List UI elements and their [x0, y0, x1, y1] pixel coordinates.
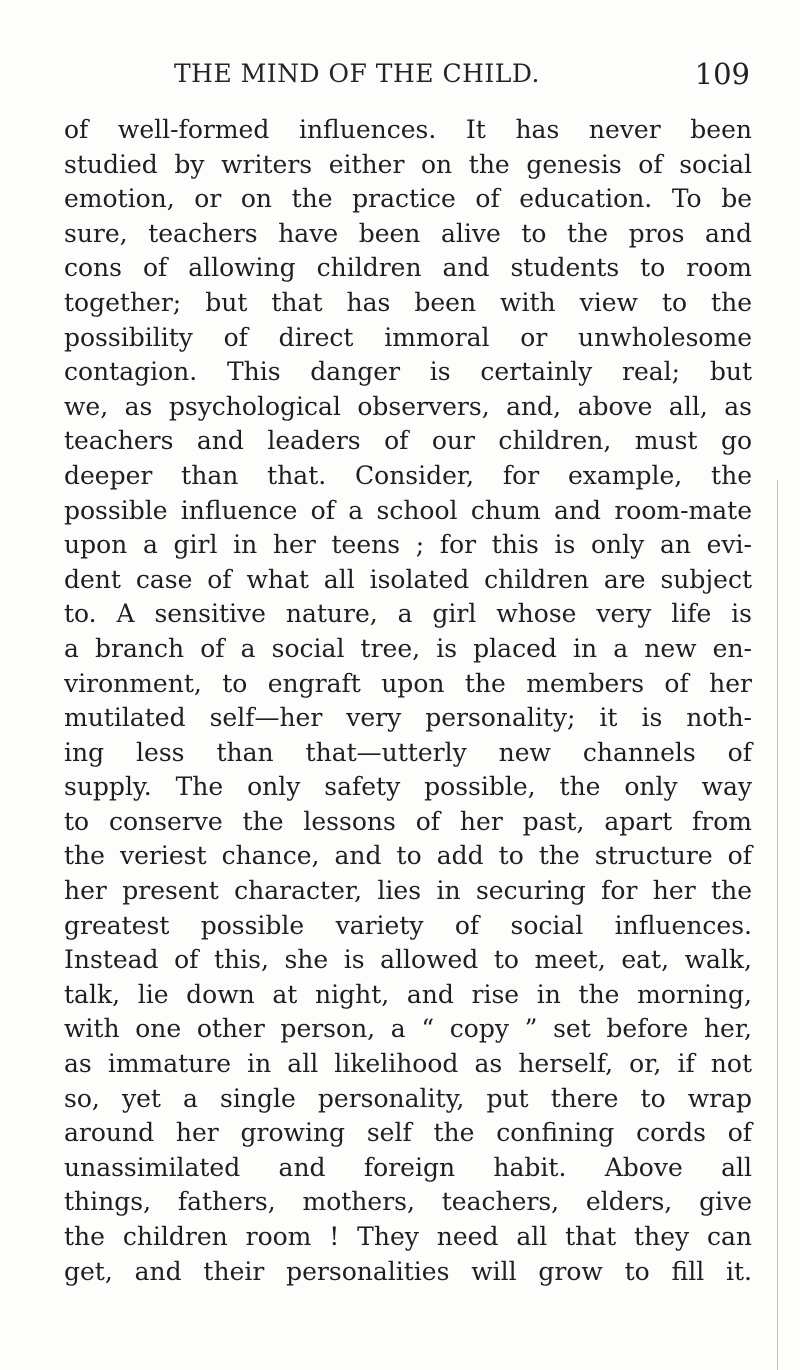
running-head: THE MIND OF THE CHILD. — [174, 59, 540, 88]
text-line: cons of allowing children and students to room — [64, 253, 752, 283]
text-line: the children room ! They need all that they can — [64, 1222, 752, 1251]
text-line: mutilated self—her very personality; it is noth- — [64, 703, 752, 733]
text-line: to. A sensitive nature, a girl whose very life is — [64, 599, 752, 629]
page-header — [64, 59, 750, 99]
body-text — [64, 113, 752, 1289]
text-line: contagion. This danger is certainly real; but — [64, 357, 752, 387]
text-line: the veriest chance, and to add to the structure of — [64, 841, 752, 871]
text-line: we, as psychological observers, and, above all, as — [64, 391, 752, 421]
text-line: dent case of what all isolated children are subject — [64, 564, 752, 594]
text-line: so, yet a single personality, put there to wrap — [64, 1083, 752, 1113]
text-line: around her growing self the confining cords of — [64, 1118, 752, 1148]
text-line: deeper than that. Consider, for example, the — [64, 460, 752, 490]
text-line: emotion, or on the practice of education. To be — [64, 184, 752, 214]
text-line: Instead of this, she is allowed to meet, eat, walk, — [64, 945, 752, 975]
text-line: possibility of direct immoral or unwholesome — [64, 322, 752, 352]
text-line: get, and their personalities will grow to fill it. — [64, 1256, 752, 1286]
text-line: with one other person, a “ copy ” set before her, — [64, 1014, 752, 1044]
text-line: vironment, to engraft upon the members of her — [64, 668, 752, 698]
page-edge-shadow — [777, 480, 788, 1370]
text-line: of well-formed influences. It has never been — [64, 115, 752, 144]
text-line: upon a girl in her teens ; for this is only an evi- — [64, 530, 752, 560]
page-number: 109 — [694, 57, 750, 91]
text-line: things, fathers, mothers, teachers, elders, give — [64, 1187, 752, 1217]
text-line: greatest possible variety of social influences. — [64, 910, 752, 940]
text-line: sure, teachers have been alive to the pros and — [64, 218, 752, 248]
text-line: possible influence of a school chum and room-mate — [64, 495, 752, 525]
text-line: studied by writers either on the genesis of social — [64, 149, 752, 179]
text-line: unassimilated and foreign habit. Above all — [64, 1152, 752, 1182]
text-line: together; but that has been with view to the — [64, 287, 752, 317]
text-line: ing less than that—utterly new channels of — [64, 737, 752, 767]
text-line: talk, lie down at night, and rise in the morning, — [64, 979, 752, 1009]
text-line: her present character, lies in securing for her the — [64, 876, 752, 906]
text-line: as immature in all likelihood as herself, or, if not — [64, 1049, 752, 1079]
text-line: a branch of a social tree, is placed in a new en- — [64, 633, 752, 663]
text-line: to conserve the lessons of her past, apart from — [64, 806, 752, 836]
text-line: supply. The only safety possible, the only way — [64, 772, 752, 802]
text-line: teachers and leaders of our children, must go — [64, 426, 752, 456]
